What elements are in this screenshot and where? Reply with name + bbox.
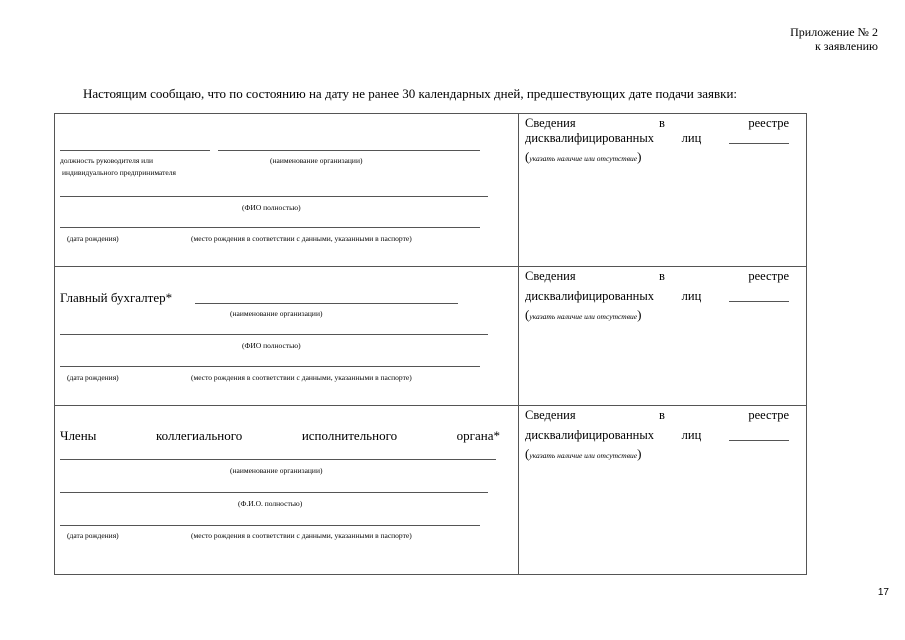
registry-word: лиц (681, 428, 702, 442)
intro-text: Настоящим сообщаю, что по состоянию на дату не ранее 30 календарных дней, предшествующих дате подачи заявки: (83, 86, 738, 101)
registry-note: указать наличие или отсутствие (529, 312, 638, 321)
registry-word: Сведения (525, 269, 576, 283)
page-number: 17 (877, 587, 889, 598)
organization-line[interactable] (218, 150, 480, 151)
chief-accountant-label: Главный бухгалтер* (60, 290, 173, 305)
appendix-header (790, 25, 878, 53)
fio-line[interactable] (60, 196, 488, 197)
registry-word: Сведения (525, 116, 576, 130)
caption-fio: (ФИО полностью) (242, 341, 301, 350)
organization-line[interactable] (60, 459, 496, 460)
disqualification-table (54, 113, 807, 575)
caption-birthplace: (место рождения в соответствии с данными, указанными в паспорте) (191, 234, 412, 243)
caption-org: (наименование организации) (230, 466, 323, 475)
caption-fio: (Ф.И.О. полностью) (238, 499, 303, 508)
caption-birthdate: (дата рождения) (67, 373, 119, 382)
registry-answer-line[interactable] (729, 131, 789, 144)
table-row-accountant (55, 266, 806, 405)
registry-word: в (659, 269, 665, 283)
registry-word: лиц (681, 131, 702, 145)
position-line[interactable] (60, 150, 210, 151)
organization-line[interactable] (195, 303, 458, 304)
table-row-head (55, 114, 806, 266)
registry-word: реестре (748, 116, 789, 130)
caption-fio: (ФИО полностью) (242, 203, 301, 212)
registry-word: в (659, 116, 665, 130)
registry-note: указать наличие или отсутствие (529, 154, 638, 163)
caption-birthdate: (дата рождения) (67, 531, 119, 540)
appendix-line2: к заявлению (814, 39, 878, 53)
fio-line[interactable] (60, 492, 488, 493)
caption-birthplace: (место рождения в соответствии с данными, указанными в паспорте) (191, 531, 412, 540)
fio-line[interactable] (60, 334, 488, 335)
registry-info: Сведения в реестре дисквалифицированных лиц (указать наличие или отсутствие) (525, 408, 789, 461)
birth-line[interactable] (60, 525, 480, 526)
registry-word: Сведения (525, 408, 576, 422)
registry-answer-line[interactable] (729, 428, 789, 441)
registry-word: лиц (681, 289, 702, 303)
caption-position: должность руководителя или (60, 156, 153, 165)
registry-word: реестре (748, 408, 789, 422)
table-row-board (55, 405, 806, 574)
registry-word: реестре (748, 269, 789, 283)
caption-org: (наименование организации) (230, 309, 323, 318)
registry-answer-line[interactable] (729, 289, 789, 302)
birth-line[interactable] (60, 227, 480, 228)
registry-info: Сведения в реестре дисквалифицированных лиц (указать наличие или отсутствие) (525, 116, 789, 164)
caption-position2: индивидуального предпринимателя (62, 168, 176, 177)
caption-birthplace: (место рождения в соответствии с данными, указанными в паспорте) (191, 373, 412, 382)
caption-birthdate: (дата рождения) (67, 234, 119, 243)
appendix-line1: Приложение № 2 (790, 25, 878, 39)
registry-word: дисквалифицированных (525, 131, 654, 145)
registry-info: Сведения в реестре дисквалифицированных лиц (указать наличие или отсутствие) (525, 269, 789, 322)
birth-line[interactable] (60, 366, 480, 367)
registry-word: в (659, 408, 665, 422)
registry-word: дисквалифицированных (525, 289, 654, 303)
board-members-label: Члены коллегиального исполнительного органа* (60, 428, 500, 443)
caption-org: (наименование организации) (270, 156, 363, 165)
registry-note: указать наличие или отсутствие (529, 451, 638, 460)
registry-word: дисквалифицированных (525, 428, 654, 442)
